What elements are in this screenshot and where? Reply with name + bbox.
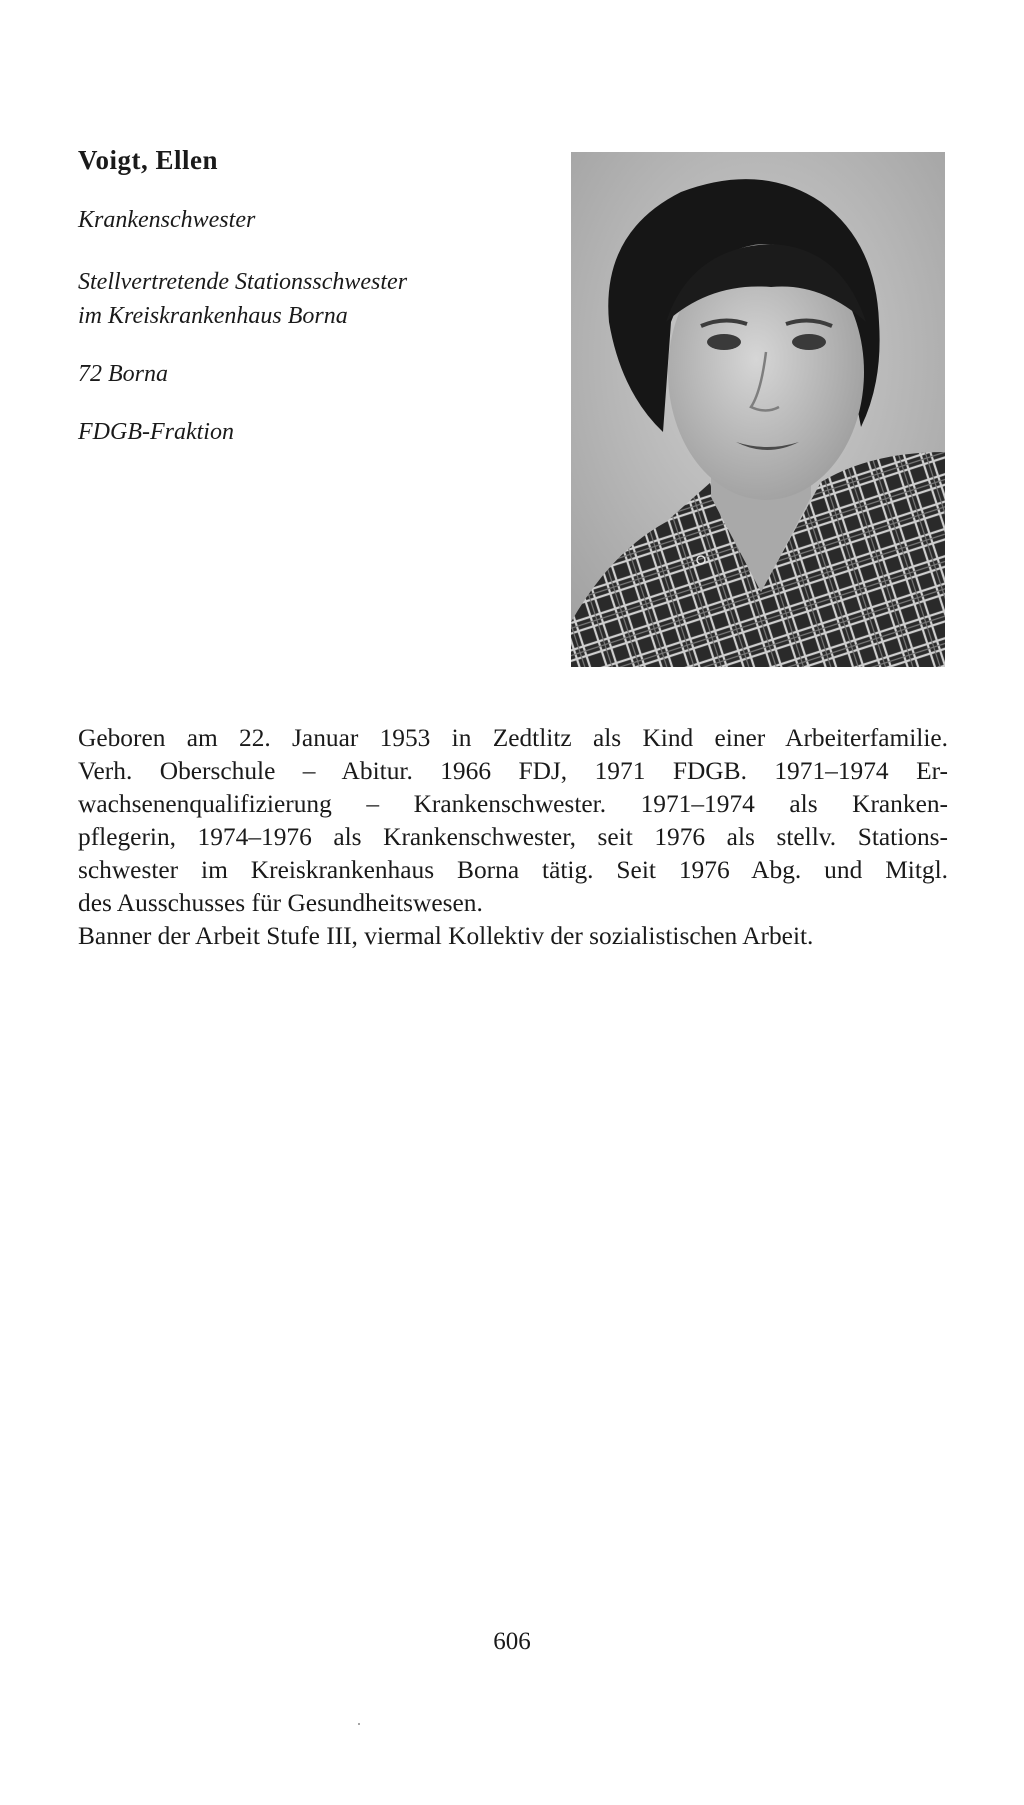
biography-line: Geboren am 22. Januar 1953 in Zedtlitz als Kind einer Arbeiterfamilie. xyxy=(78,724,948,752)
biography-line: schwester im Kreiskrankenhaus Borna tätig. Seit 1976 Abg. und Mitgl. xyxy=(78,856,948,884)
portrait-photo xyxy=(571,152,945,667)
position xyxy=(78,265,548,333)
city: 72 Borna xyxy=(78,361,168,387)
biography-line: des Ausschusses für Gesundheitswesen. xyxy=(78,889,483,917)
biography xyxy=(78,722,948,920)
position-line: im Kreiskrankenhaus Borna xyxy=(78,303,348,329)
occupation: Krankenschwester xyxy=(78,207,256,233)
biography-line: pflegerin, 1974–1976 als Krankenschwester, seit 1976 als stellv. Stations- xyxy=(78,823,948,851)
page-number: 606 xyxy=(493,1628,531,1655)
print-speck xyxy=(358,1723,360,1725)
right-eye xyxy=(792,334,826,350)
position-line: Stellvertretende Stationsschwester xyxy=(78,269,408,295)
faction: FDGB-Fraktion xyxy=(78,419,234,445)
person-name: Voigt, Ellen xyxy=(78,145,219,175)
awards: Banner der Arbeit Stufe III, viermal Kollektiv der sozialistischen Arbeit. xyxy=(78,922,814,950)
entry-header xyxy=(78,140,548,449)
left-eye xyxy=(707,334,741,350)
biography-line: Verh. Oberschule – Abitur. 1966 FDJ, 1971 FDGB. 1971–1974 Er- xyxy=(78,757,948,785)
biography-line: wachsenenqualifizierung – Krankenschwester. 1971–1974 als Kranken- xyxy=(78,790,948,818)
